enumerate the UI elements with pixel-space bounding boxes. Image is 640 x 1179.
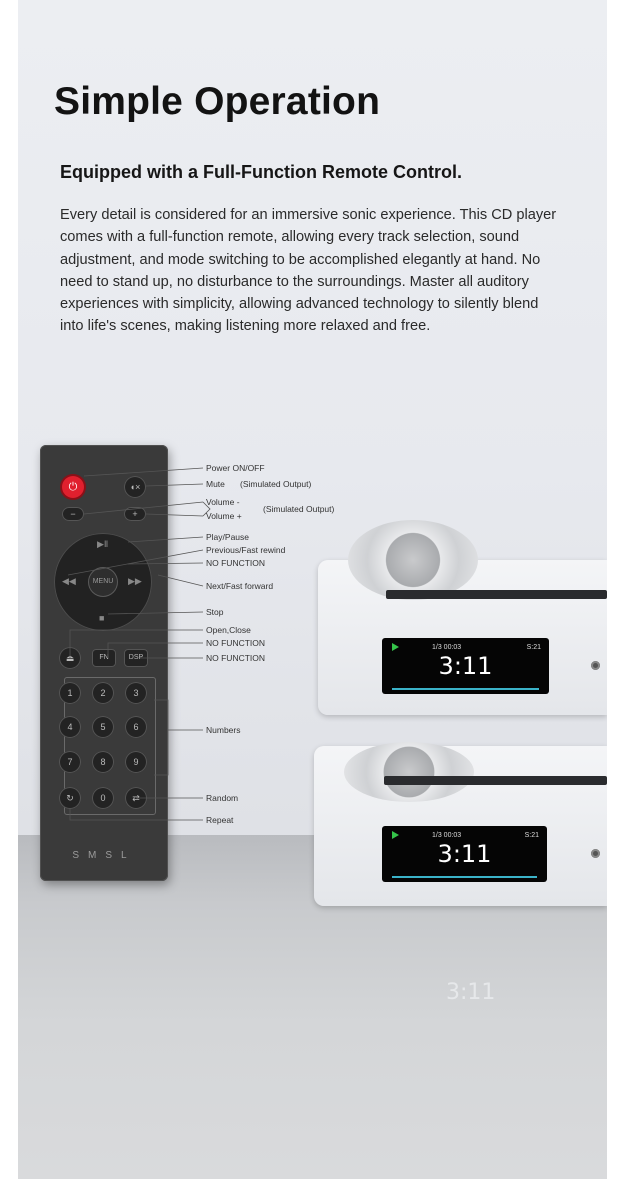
label-numbers: Numbers [206,725,241,735]
number-button-8[interactable]: 8 [92,751,114,773]
volume-down-button[interactable]: − [62,507,84,521]
repeat-button[interactable]: ↻ [59,787,81,809]
section-subtitle: Equipped with a Full-Function Remote Control. [60,162,462,182]
label-power: Power ON/OFF [206,463,265,473]
number-button-6[interactable]: 6 [125,716,147,738]
number-button-1[interactable]: 1 [59,682,81,704]
label-random: Random [206,793,239,803]
label-no-function-1: NO FUNCTION [206,558,266,568]
callout-labels [18,0,607,1179]
display-count: S:21 [524,832,539,839]
display-time: 3:11 [437,840,492,868]
description-text: Every detail is considered for an immersive sonic experience. This CD player comes with a full-function remote, allowing every track selection, sound adjustment, and mode switching to be accomplished elegantly at hand. No need to stand up, no disturbance to the surroundings. Master all auditory experiences with simplicity, allowing advanced technology to silently blend into life's scenes, making listening more relaxed and free. [60,207,557,335]
number-button-0[interactable]: 0 [92,787,114,809]
next-icon[interactable]: ▶▶ [128,576,142,586]
label-next: Next/Fast forward [206,581,274,591]
label-volume-up: Volume + [206,511,242,521]
label-stop: Stop [206,607,224,617]
label-previous: Previous/Fast rewind [206,545,286,555]
number-button-5[interactable]: 5 [92,716,114,738]
number-button-9[interactable]: 9 [125,751,147,773]
display-track: 1/3 00:03 [432,832,462,839]
function-button-2[interactable]: DSP [124,649,148,667]
label-volume-note: (Simulated Output) [263,504,335,514]
power-button[interactable]: ⏻ [62,476,84,498]
number-button-2[interactable]: 2 [92,682,114,704]
display-count: S:21 [526,644,541,651]
label-repeat: Repeat [206,815,234,825]
open-close-button[interactable]: ⏏ [59,647,81,669]
menu-button[interactable]: MENU [88,567,118,597]
product-panel [18,0,607,1179]
play-pause-icon[interactable]: ▶Ⅱ [97,539,109,549]
stop-icon[interactable]: ■ [99,613,105,623]
label-volume-down: Volume - [206,497,240,507]
volume-up-button[interactable]: + [124,507,146,521]
label-no-function-2: NO FUNCTION [206,638,266,648]
random-button[interactable]: ⇄ [125,787,147,809]
label-play-pause: Play/Pause [206,532,249,542]
function-button-1[interactable]: FN [92,649,116,667]
page-title: Simple Operation [54,80,381,123]
reflection-time: 3:11 [446,980,496,1005]
number-button-3[interactable]: 3 [125,682,147,704]
label-mute-note: (Simulated Output) [240,479,312,489]
label-open-close: Open,Close [206,625,251,635]
label-mute: Mute [206,479,225,489]
brand-logo: SMSL [72,850,136,861]
previous-icon[interactable]: ◀◀ [62,576,76,586]
display-time: 3:11 [438,652,493,680]
number-button-4[interactable]: 4 [59,716,81,738]
label-no-function-3: NO FUNCTION [206,653,266,663]
mute-button[interactable]: ◖× [124,476,146,498]
number-button-7[interactable]: 7 [59,751,81,773]
display-track: 1/3 00:03 [432,644,462,651]
